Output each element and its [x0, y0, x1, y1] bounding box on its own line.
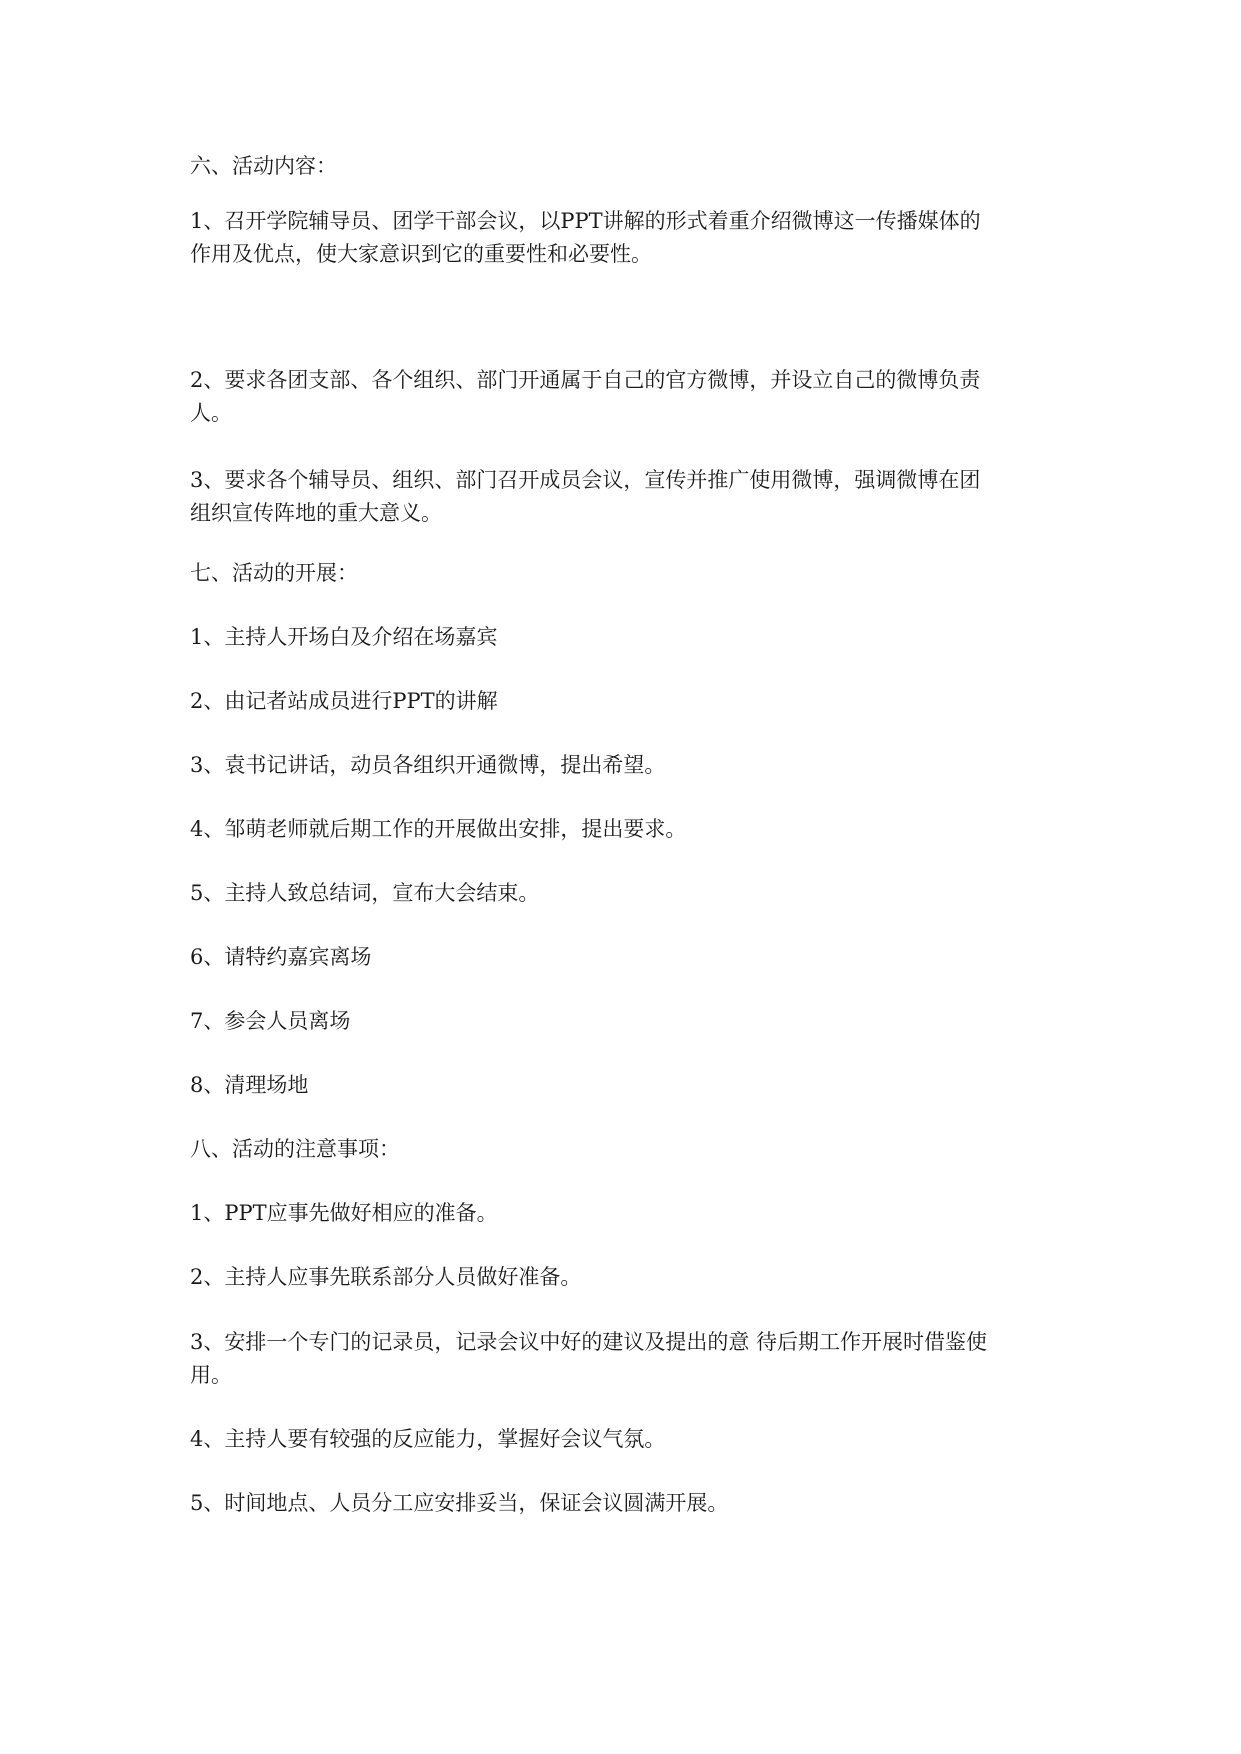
section-8-item-4: 4、主持人要有较强的反应能力，掌握好会议气氛。	[190, 1427, 666, 1451]
section-6-item-2-line-2: 人。	[190, 401, 232, 425]
section-7-item-1: 1、主持人开场白及介绍在场嘉宾	[190, 625, 498, 649]
section-8-heading: 八、活动的注意事项：	[190, 1137, 400, 1161]
section-6-heading: 六、活动内容：	[190, 154, 337, 178]
section-6-item-1-line-1: 1、召开学院辅导员、团学干部会议，以PPT讲解的形式着重介绍微博这一传播媒体的	[190, 209, 981, 233]
section-6-item-1-line-2: 作用及优点，使大家意识到它的重要性和必要性。	[190, 242, 652, 266]
section-8-item-2: 2、主持人应事先联系部分人员做好准备。	[190, 1265, 582, 1289]
section-7-item-3: 3、袁书记讲话，动员各组织开通微博，提出希望。	[190, 753, 666, 777]
section-7-item-7: 7、参会人员离场	[190, 1009, 351, 1033]
section-8-item-5: 5、时间地点、人员分工应安排妥当，保证会议圆满开展。	[190, 1491, 729, 1515]
section-6-item-2-line-1: 2、要求各团支部、各个组织、部门开通属于自己的官方微博，并设立自己的微博负责	[190, 368, 981, 392]
section-7-item-8: 8、清理场地	[190, 1073, 309, 1097]
section-6-item-3-line-1: 3、要求各个辅导员、组织、部门召开成员会议，宣传并推广使用微博，强调微博在团	[190, 468, 981, 492]
section-7-item-6: 6、请特约嘉宾离场	[190, 945, 372, 969]
section-7-item-2: 2、由记者站成员进行PPT的讲解	[190, 689, 498, 713]
section-8-item-3-line-1: 3、安排一个专门的记录员，记录会议中好的建议及提出的意 待后期工作开展时借鉴使	[190, 1330, 988, 1354]
section-6-item-3-line-2: 组织宣传阵地的重大意义。	[190, 501, 442, 525]
section-7-heading: 七、活动的开展：	[190, 561, 358, 585]
section-7-item-5: 5、主持人致总结词，宣布大会结束。	[190, 881, 540, 905]
section-7-item-4: 4、邹萌老师就后期工作的开展做出安排，提出要求。	[190, 817, 687, 841]
section-8-item-1: 1、PPT应事先做好相应的准备。	[190, 1201, 498, 1225]
section-8-item-3-line-2: 用。	[190, 1363, 232, 1387]
